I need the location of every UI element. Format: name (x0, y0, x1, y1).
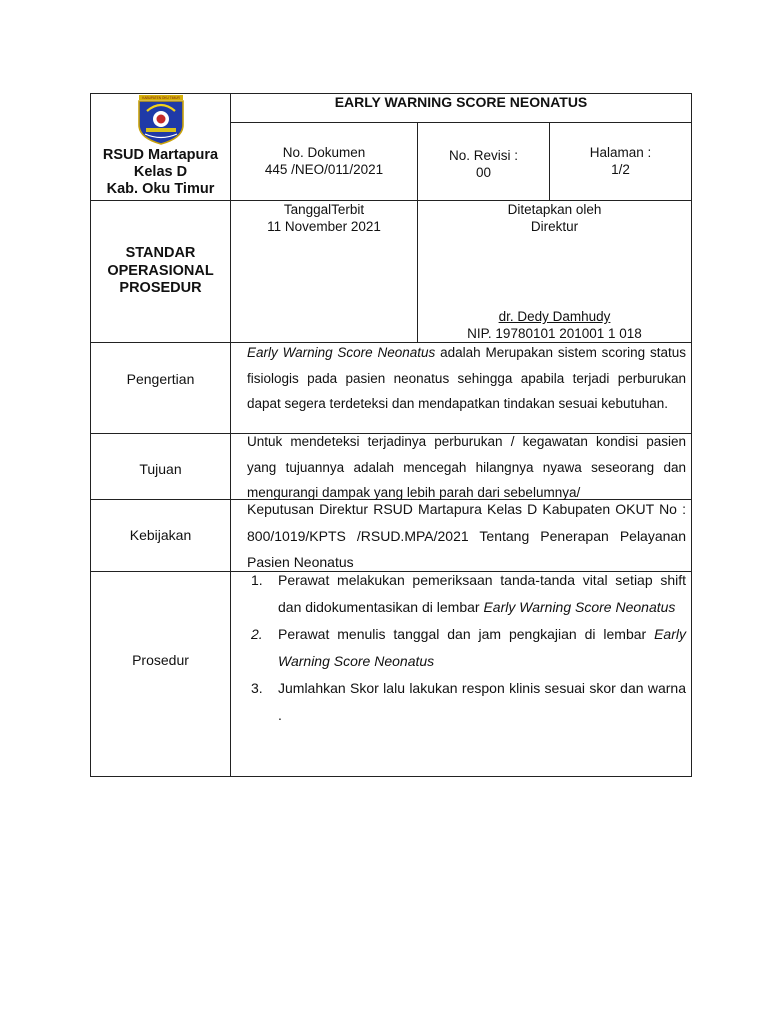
table-border-right (691, 93, 692, 777)
approved-by-role: Direktur (530, 219, 579, 234)
document-number (231, 144, 417, 178)
institution-line: Kelas D (133, 164, 188, 180)
section-label-pengertian: Pengertian (126, 371, 195, 387)
institution-line: RSUD Martapura (102, 147, 219, 163)
page-label: Halaman : (589, 145, 652, 160)
issue-date-label: TanggalTerbit (283, 202, 365, 217)
section-text-tujuan: Untuk mendeteksi terjadinya perburukan / kegawatan kondisi pasien yang tujuannya adalah mencegah hilangnya nyawa seseorang dan mengurangi dampak yang lebih parah dari sebelumnya/ (247, 434, 686, 500)
procedure-step-number: 2. (251, 626, 263, 642)
procedure-step-number: 1. (251, 572, 263, 588)
institution-line: Kab. Oku Timur (106, 181, 215, 197)
table-border-bottom (90, 776, 692, 777)
logo-banner-text: KABUPATEN OKU TIMUR (142, 96, 180, 100)
revision-label: No. Revisi : (448, 148, 519, 163)
sop-label (91, 245, 230, 298)
document-number-label: No. Dokumen (282, 145, 366, 160)
page-value: 1/2 (611, 162, 630, 177)
table-divider (230, 93, 231, 777)
pengertian-italic-term: Early Warning Score Neonatus (247, 345, 436, 360)
procedure-list (247, 567, 686, 729)
signature-block (418, 308, 691, 342)
section-label-kebijakan: Kebijakan (129, 527, 192, 543)
sop-label-line: STANDAR (125, 245, 196, 261)
approved-by-label: Ditetapkan oleh (507, 202, 602, 217)
sop-label-line: PROSEDUR (119, 280, 202, 296)
approval-block (418, 201, 691, 235)
procedure-step-italic: Early Warning Score Neonatus (278, 626, 686, 669)
section-text-kebijakan: Keputusan Direktur RSUD Martapura Kelas D Kabupaten OKUT No : 800/1019/KPTS /RSUD.MPA/2021 Tentang Penerapan Pelayanan Pasien Neonatus (247, 501, 686, 570)
sop-label-line: OPERASIONAL (107, 262, 214, 279)
procedure-step-italic: Early Warning Score Neonatus (483, 599, 676, 615)
issue-date (231, 201, 417, 235)
procedure-step (247, 567, 686, 621)
section-label-prosedur: Prosedur (132, 652, 189, 668)
pengertian-text: adalah Merupakan sistem scoring status fisiologis pada pasien neonatus sehingga apabila terjadi perburukan dapat segera terdeteksi dan mendapatkan tindakan sesuai kebutuhan. (247, 345, 687, 411)
procedure-step (247, 621, 686, 675)
table-divider (231, 122, 692, 123)
procedure-step-number: 3. (251, 680, 263, 696)
issue-date-value: 11 November 2021 (267, 219, 381, 234)
procedure-step-text: Jumlahkan Skor lalu lakukan respon klinis sesuai skor dan warna . (278, 680, 686, 723)
signatory-name: dr. Dedy Damhudy (498, 309, 611, 324)
hospital-logo (133, 95, 189, 145)
procedure-step-text: Perawat melakukan pemeriksaan tanda-tanda vital setiap shift dan didokumentasikan di lembar (278, 572, 686, 615)
document-title: EARLY WARNING SCORE NEONATUS (334, 94, 588, 110)
document-number-value: 445 /NEO/011/2021 (264, 162, 384, 177)
revision-value: 00 (475, 165, 492, 180)
procedure-step (247, 675, 686, 729)
section-label-tujuan: Tujuan (139, 461, 182, 477)
revision-number (418, 147, 549, 181)
procedure-step-text: Perawat menulis tanggal dan jam pengkajian di lembar (278, 626, 655, 642)
institution-name (91, 147, 230, 198)
section-text-pengertian (247, 340, 686, 417)
page-number (550, 144, 691, 178)
signatory-nip: NIP. 19780101 201001 1 018 (467, 326, 642, 341)
